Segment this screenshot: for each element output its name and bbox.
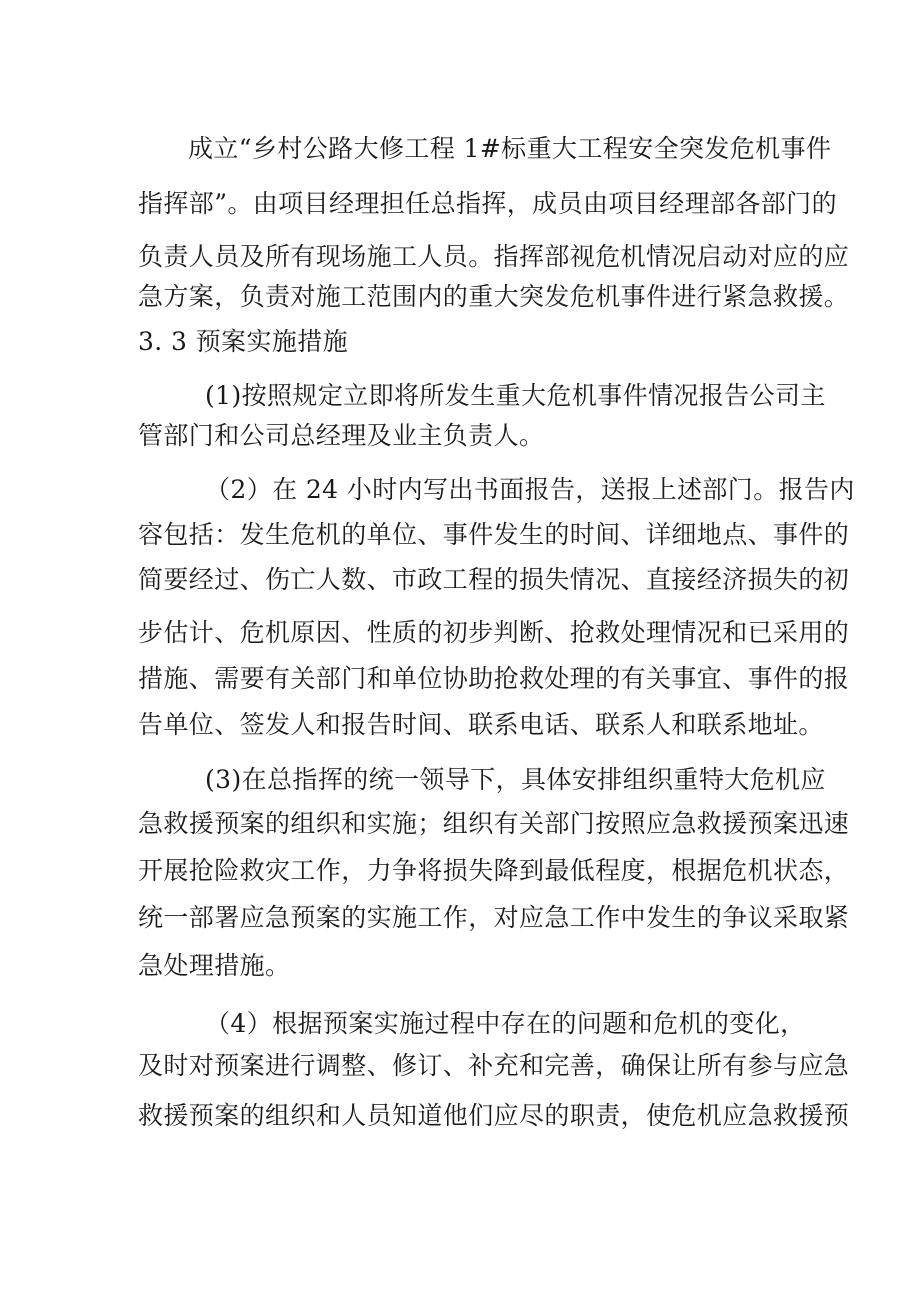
paragraph-3-line-4: 步估计、危机原因、性质的初步判断、抢救处理情况和已采用的 xyxy=(138,618,850,647)
paragraph-3-line-6: 告单位、签发人和报告时间、联系电话、联系人和联系地址。 xyxy=(138,710,824,739)
paragraph-2-line-1: (1)按照规定立即将所发生重大危机事件情况报告公司主 xyxy=(205,381,826,410)
paragraph-5-line-2: 及时对预案进行调整、修订、补充和完善，确保让所有参与应急 xyxy=(138,1051,850,1080)
paragraph-1-line-2: 指挥部”。由项目经理担任总指挥，成员由项目经理部各部门的 xyxy=(138,189,837,218)
paragraph-4-line-3: 开展抢险救灾工作，力争将损失降到最低程度，根据危机状态， xyxy=(138,856,850,885)
paragraph-1-line-1: 成立“乡村公路大修工程 1#标重大工程安全突发危机事件 xyxy=(188,134,832,163)
paragraph-1-line-3: 负责人员及所有现场施工人员。指挥部视危机情况启动对应的应 xyxy=(138,242,850,271)
paragraph-3-line-2: 容包括：发生危机的单位、事件发生的时间、详细地点、事件的 xyxy=(138,520,850,549)
paragraph-2-line-2: 管部门和公司总经理及业主负责人。 xyxy=(138,421,545,450)
paragraph-3-line-1: （2）在 24 小时内写出书面报告，送报上述部门。报告内 xyxy=(205,475,855,504)
paragraph-4-line-4: 统一部署应急预案的实施工作，对应急工作中发生的争议采取紧 xyxy=(138,903,850,932)
paragraph-3-line-5: 措施、需要有关部门和单位协助抢救处理的有关事宜、事件的报 xyxy=(138,664,850,693)
paragraph-4-line-1: (3)在总指挥的统一领导下，具体安排组织重特大危机应 xyxy=(205,765,826,794)
paragraph-4-line-2: 急救援预案的组织和实施；组织有关部门按照应急救援预案迅速 xyxy=(138,809,850,838)
paragraph-3-line-3: 简要经过、伤亡人数、市政工程的损失情况、直接经济损失的初 xyxy=(138,565,850,594)
paragraph-5-line-1: （4）根据预案实施过程中存在的问题和危机的变化， xyxy=(205,1009,806,1038)
paragraph-5-line-3: 救援预案的组织和人员知道他们应尽的职责，使危机应急救援预 xyxy=(138,1101,850,1130)
paragraph-4-line-5: 急处理措施。 xyxy=(138,951,291,980)
paragraph-1-line-4: 急方案，负责对施工范围内的重大突发危机事件进行紧急救援。 xyxy=(138,282,850,311)
section-heading: 3. 3 预案实施措施 xyxy=(138,327,349,356)
